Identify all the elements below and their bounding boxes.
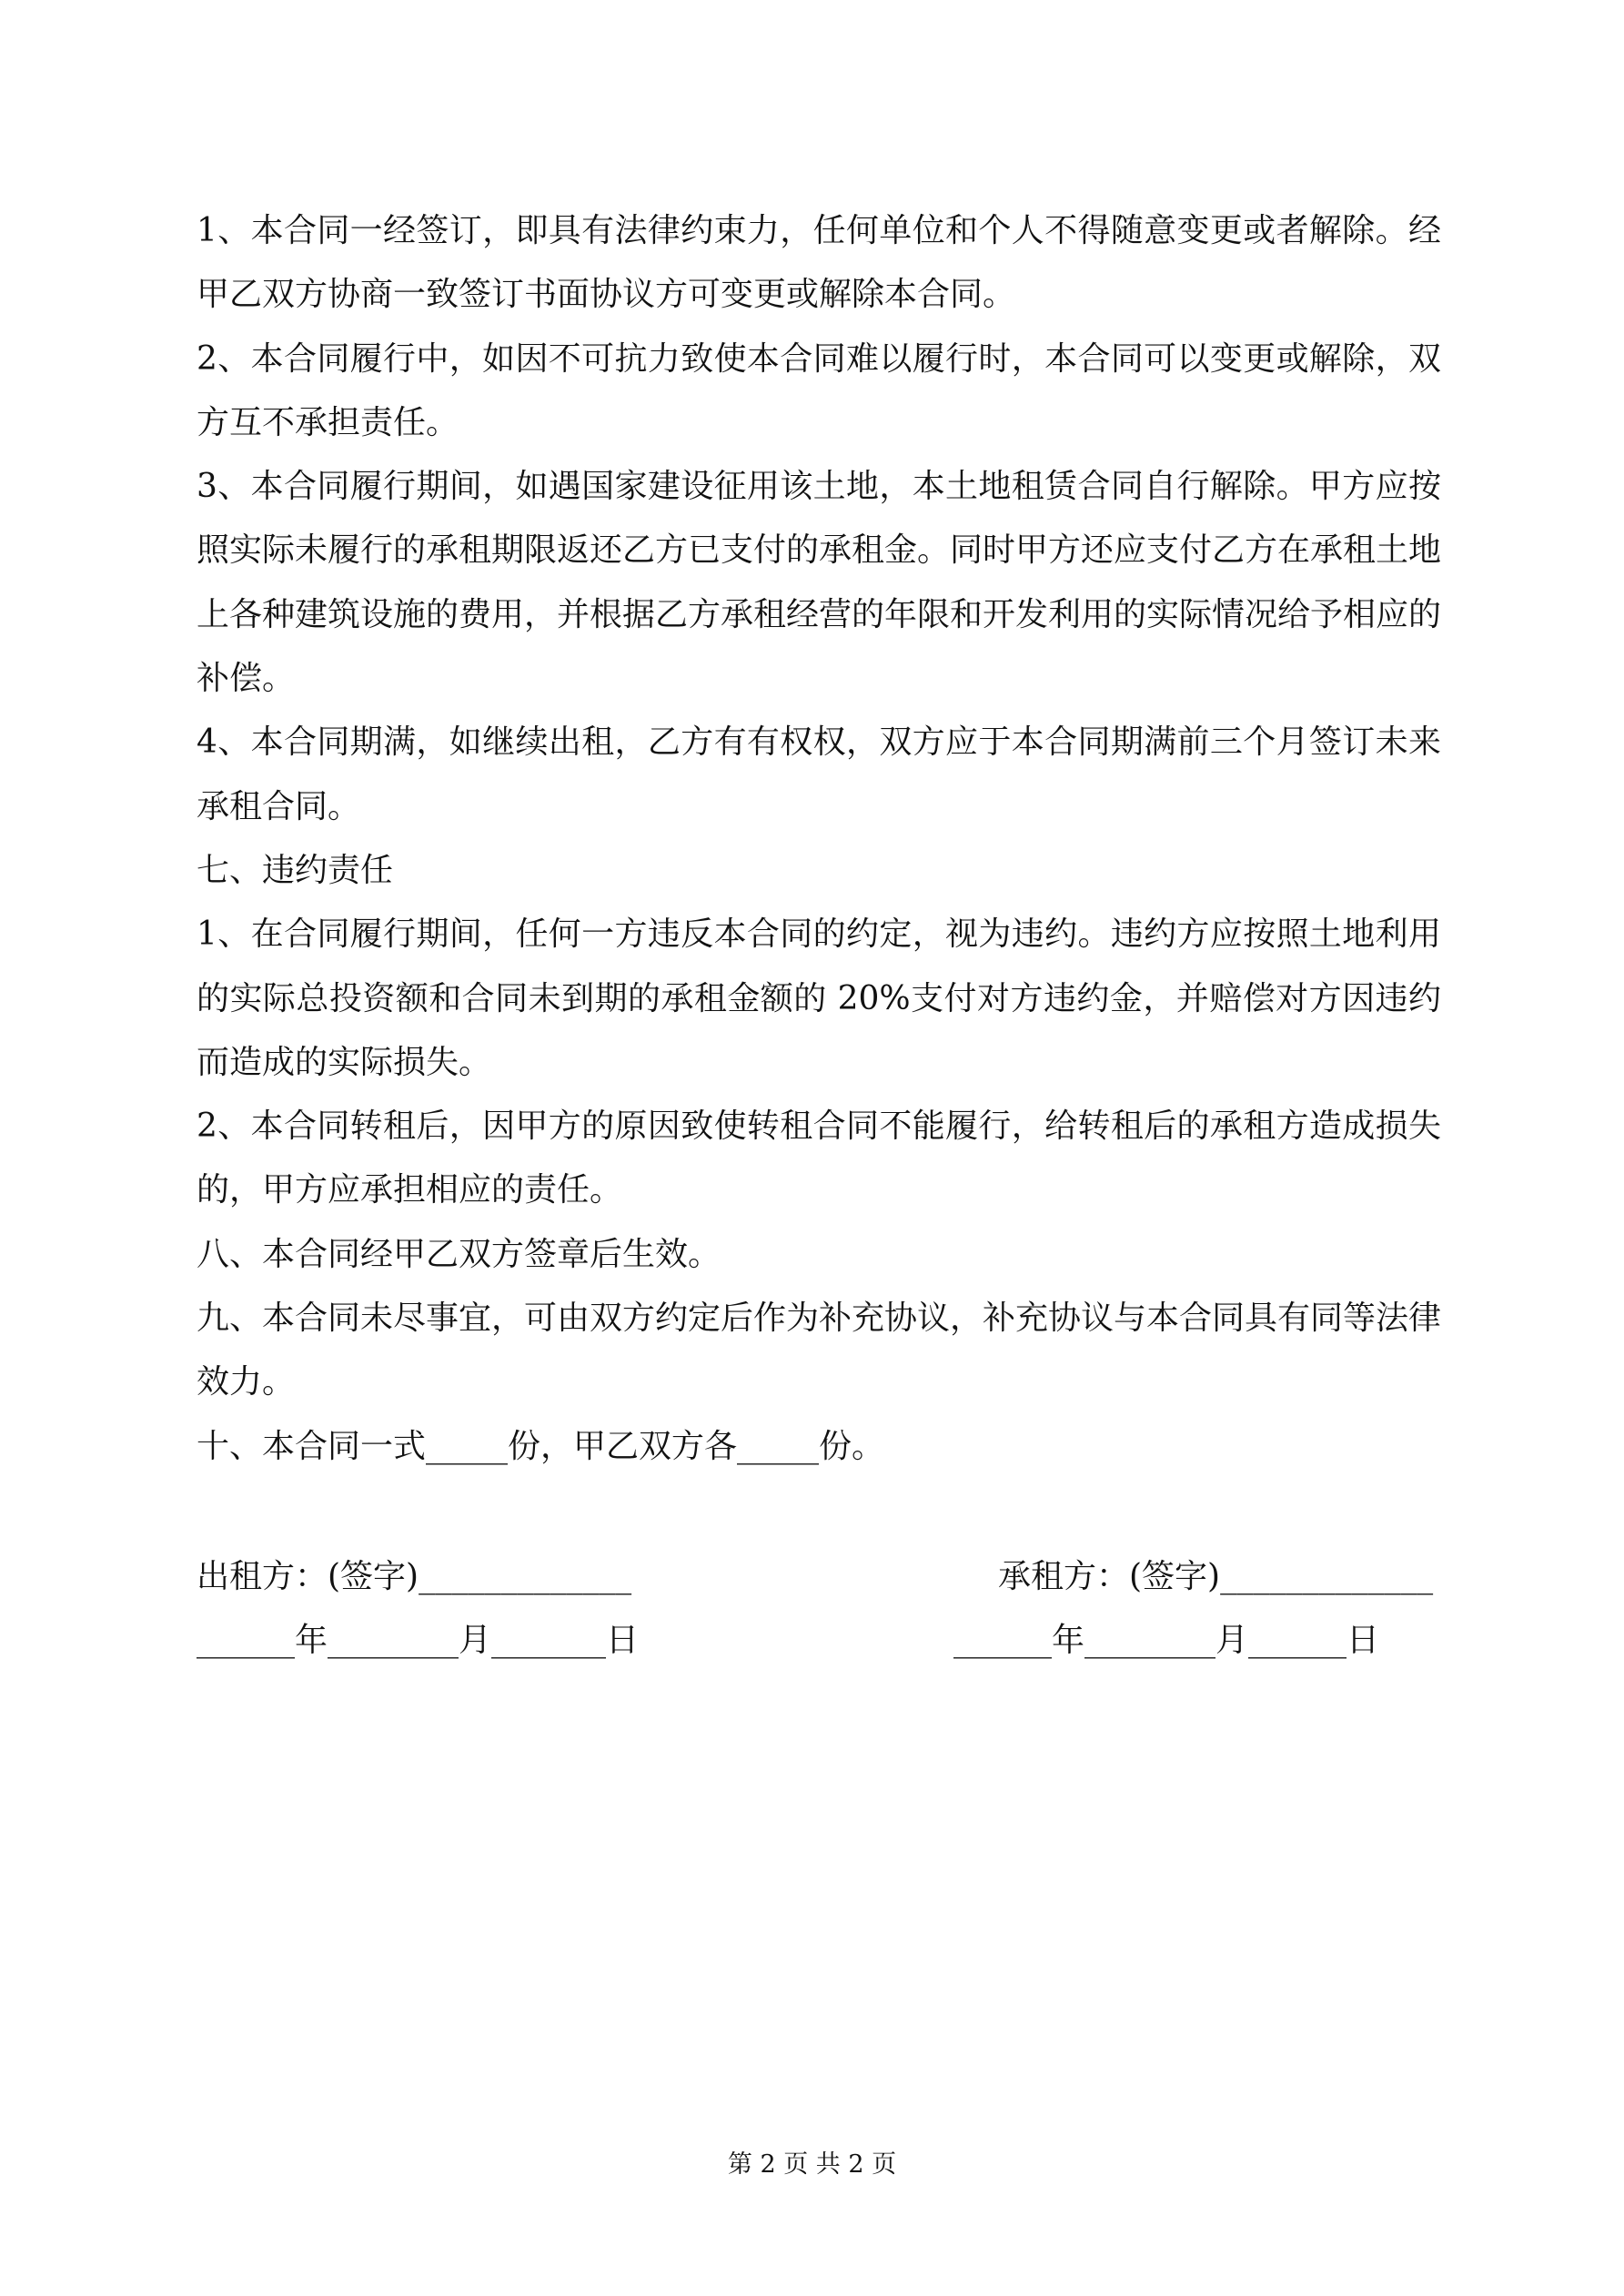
lessor-date: ______年________月_______日 [197, 1622, 639, 1659]
clause-paragraph: 4、本合同期满，如继续出租，乙方有有权权，双方应于本合同期满前三个月签订未来承租合同。 [197, 723, 1441, 825]
lessor-signature: 出租方：(签字)_____________ [197, 1558, 632, 1595]
section-heading: 七、违约责任 [197, 851, 394, 889]
clause-paragraph: 十、本合同一式_____份，甲乙双方各_____份。 [197, 1427, 885, 1465]
clause-paragraph: 九、本合同未尽事宜，可由双方约定后作为补充协议，补充协议与本合同具有同等法律效力。 [197, 1300, 1442, 1401]
section-heading: 八、本合同经甲乙双方签章后生效。 [197, 1235, 721, 1273]
clause-paragraph: 1、本合同一经签订，即具有法律约束力，任何单位和个人不得随意变更或者解除。经甲乙双方协商一致签订书面协议方可变更或解除本合同。 [197, 212, 1441, 314]
clause-paragraph: 1、在合同履行期间，任何一方违反本合同的约定，视为违约。违约方应按照土地利用的实际总投资额和合同未到期的承租金额的 20%支付对方违约金，并赔偿对方因违约而造成的实际损失。 [197, 915, 1441, 1081]
clause-paragraph: 3、本合同履行期间，如遇国家建设征用该土地，本土地租赁合同自行解除。甲方应按照实际未履行的承租期限返还乙方已支付的承租金。同时甲方还应支付乙方在承租土地上各种建筑设施的费用，并根据乙方承租经营的年限和开发利用的实际情况给予相应的补偿。 [197, 468, 1442, 698]
lessee-date: ______年________月______日 [953, 1622, 1379, 1659]
clause-paragraph: 2、本合同履行中，如因不可抗力致使本合同难以履行时，本合同可以变更或解除，双方互不承担责任。 [197, 339, 1441, 441]
contract-body [197, 199, 1441, 1479]
clause-paragraph: 2、本合同转租后，因甲方的原因致使转租合同不能履行，给转租后的承租方造成损失的，甲方应承担相应的责任。 [197, 1108, 1441, 1209]
page-number: 第 2 页 共 2 页 [727, 2150, 897, 2179]
lessee-signature: 承租方：(签字)_____________ [998, 1558, 1434, 1595]
